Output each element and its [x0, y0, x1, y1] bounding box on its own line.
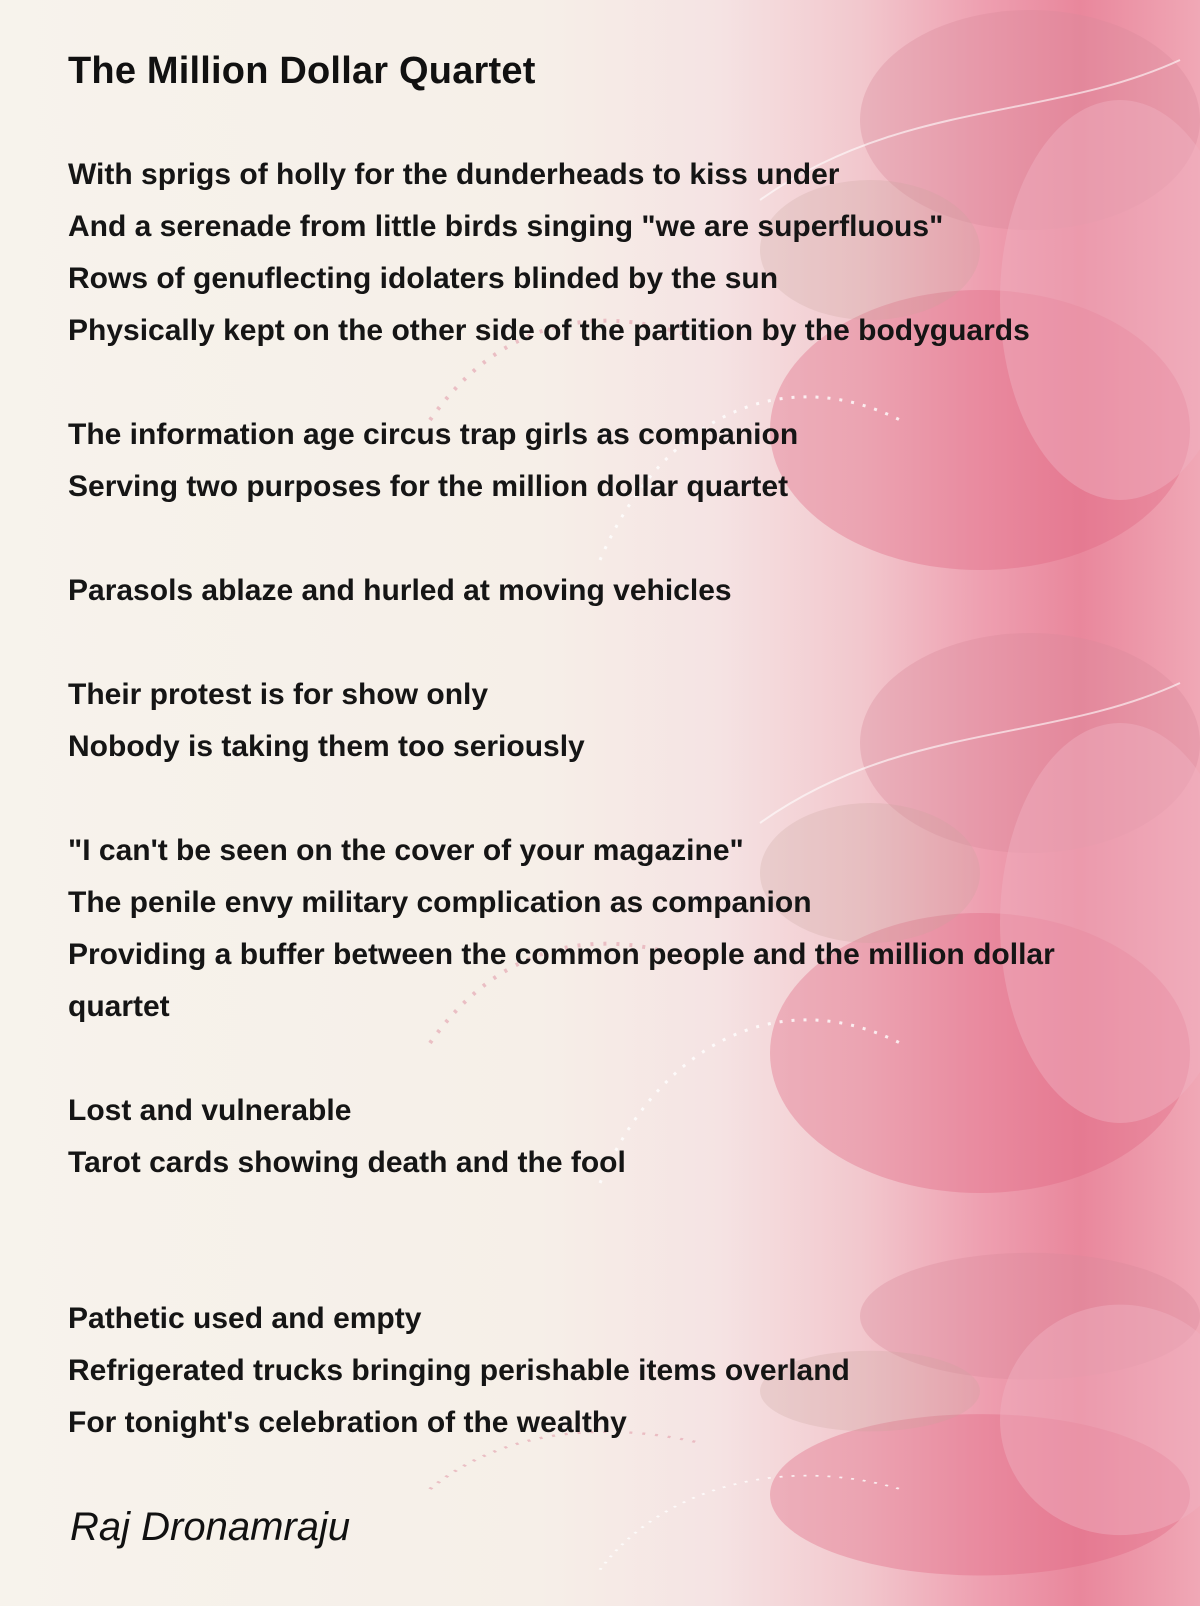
poem-line: Parasols ablaze and hurled at moving vehicles	[68, 574, 732, 607]
poem-line: Providing a buffer between the common people and the million dollar	[68, 938, 1055, 971]
poem-line: Physically kept on the other side of the partition by the bodyguards	[68, 314, 1030, 347]
poem-line: Pathetic used and empty	[68, 1302, 422, 1335]
stanza-break	[68, 1189, 1188, 1241]
stanza-break	[68, 617, 1188, 669]
poem-line: "I can't be seen on the cover of your magazine"	[68, 834, 744, 867]
poem-line: Serving two purposes for the million dollar quartet	[68, 470, 789, 503]
poem-line: Rows of genuflecting idolaters blinded by the sun	[68, 262, 779, 295]
poem-line: And a serenade from little birds singing "we are superfluous"	[68, 210, 944, 243]
poem-line: Tarot cards showing death and the fool	[68, 1146, 626, 1179]
stanza-break	[68, 357, 1188, 409]
poem-line: For tonight's celebration of the wealthy	[68, 1406, 627, 1439]
poem-line: Refrigerated trucks bringing perishable items overland	[68, 1354, 850, 1387]
poem-line: Nobody is taking them too seriously	[68, 730, 585, 763]
poem-author: Raj Dronamraju	[70, 1505, 351, 1549]
stanza-break	[68, 1241, 1188, 1293]
poem-line: The penile envy military complication as companion	[68, 886, 812, 919]
poem-line: The information age circus trap girls as companion	[68, 418, 799, 451]
poem-line: Lost and vulnerable	[68, 1094, 352, 1127]
stanza-break	[68, 1033, 1188, 1085]
poem-body	[68, 149, 1188, 1449]
stanza-break	[68, 513, 1188, 565]
poem-line: With sprigs of holly for the dunderheads to kiss under	[68, 158, 840, 191]
stanza-break	[68, 773, 1188, 825]
poem-line: quartet	[68, 990, 170, 1023]
poem-line: Their protest is for show only	[68, 678, 489, 711]
poem-title: The Million Dollar Quartet	[68, 50, 536, 92]
